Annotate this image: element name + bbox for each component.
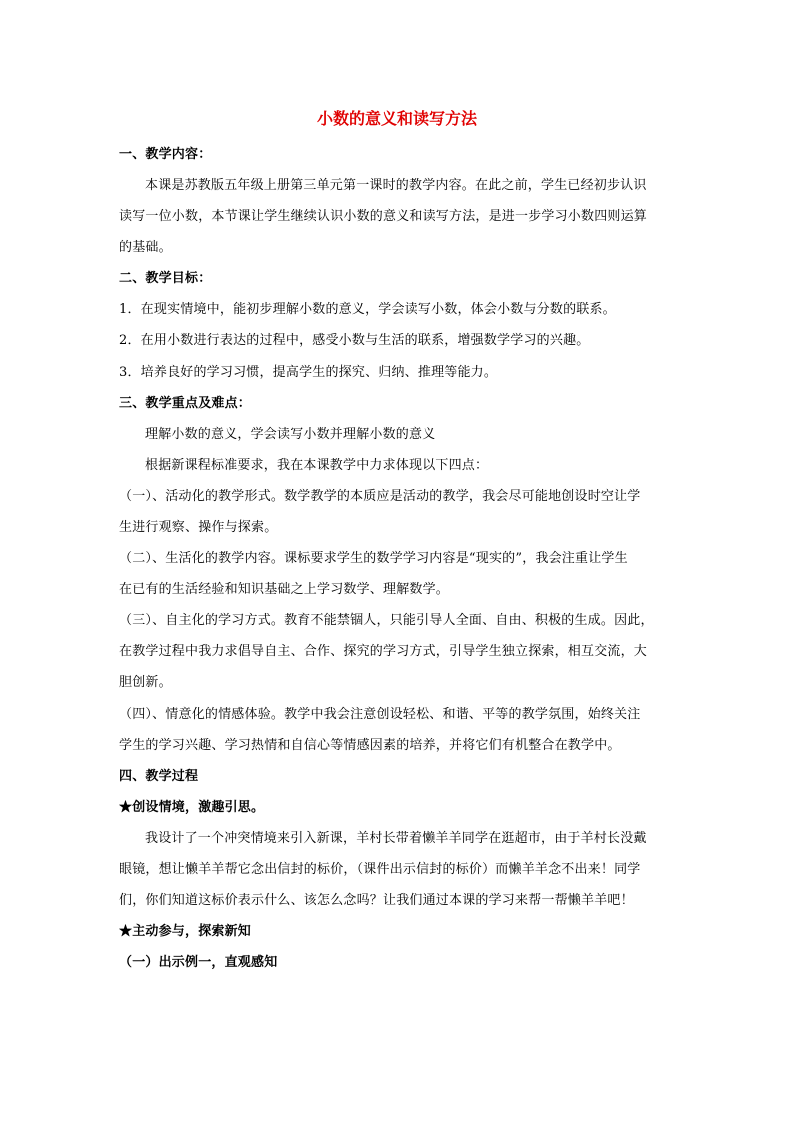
section-heading: ★主动参与，探索新知 — [119, 924, 252, 939]
paragraph-line: 理解小数的意义，学会读写小数并理解小数的意义 — [145, 427, 436, 442]
paragraph-line: （四）、情意化的情感体验。教学中我会注意创设轻松、和谐、平等的教学氛围，始终关注 — [119, 707, 641, 722]
paragraph-line: 1．在现实情境中，能初步理解小数的意义，学会读写小数，体会小数与分数的联系。 — [119, 302, 616, 317]
paragraph-line: 在教学过程中我力求倡导自主、合作、探究的学习方式，引导学生独立探索，相互交流，大 — [119, 644, 648, 659]
section-heading: 四、教学过程 — [119, 769, 199, 784]
paragraph-line: （二）、生活化的教学内容。课标要求学生的数学学习内容是“现实的”，我会注重让学生 — [119, 551, 628, 566]
paragraph-line: 的基础。 — [119, 240, 172, 255]
paragraph-line: 我设计了一个冲突情境来引入新课，羊村长带着懒羊羊同学在逛超市，由于羊村长没戴 — [145, 831, 647, 846]
paragraph-line: 本课是苏教版五年级上册第三单元第一课时的教学内容。在此之前，学生已经初步认识 — [145, 178, 647, 193]
section-heading: ★创设情境，激趣引思。 — [119, 800, 265, 815]
paragraph-line: 读写一位小数，本节课让学生继续认识小数的意义和读写方法，是进一步学习小数四则运算 — [119, 209, 648, 224]
section-heading: （一）出示例一，直观感知 — [119, 955, 278, 970]
paragraph-line: 眼镜，想让懒羊羊帮它念出信封的标价，（课件出示信封的标价）而懒羊羊念不出来！同学 — [119, 862, 641, 877]
paragraph-line: 学生的学习兴趣、学习热情和自信心等情感因素的培养，并将它们有机整合在教学中。 — [119, 738, 621, 753]
paragraph-line: （一）、活动化的教学形式。数学教学的本质应是活动的教学，我会尽可能地创设时空让学 — [119, 489, 641, 504]
document-title: 小数的意义和读写方法 — [316, 109, 477, 128]
section-heading: 一、教学内容： — [119, 147, 212, 162]
paragraph-line: 3．培养良好的学习习惯，提高学生的探究、归纳、推理等能力。 — [119, 365, 498, 380]
section-heading: 三、教学重点及难点： — [119, 396, 252, 411]
paragraph-line: 根据新课程标准要求，我在本课教学中力求体现以下四点： — [145, 458, 489, 473]
paragraph-line: 2．在用小数进行表达的过程中，感受小数与生活的联系，增强数学学习的兴趣。 — [119, 333, 590, 348]
paragraph-line: 胆创新。 — [119, 675, 172, 690]
paragraph-line: 们，你们知道这标价表示什么、该怎么念吗？让我们通过本课的学习来帮一帮懒羊羊吧！ — [119, 893, 634, 908]
section-heading: 二、教学目标： — [119, 271, 212, 286]
paragraph-line: （三）、自主化的学习方式。教育不能禁锢人，只能引导人全面、自由、积极的生成。因此， — [119, 613, 654, 628]
paragraph-line: 生进行观察、操作与探索。 — [119, 520, 278, 535]
paragraph-line: 在已有的生活经验和知识基础之上学习数学、理解数学。 — [119, 582, 450, 597]
